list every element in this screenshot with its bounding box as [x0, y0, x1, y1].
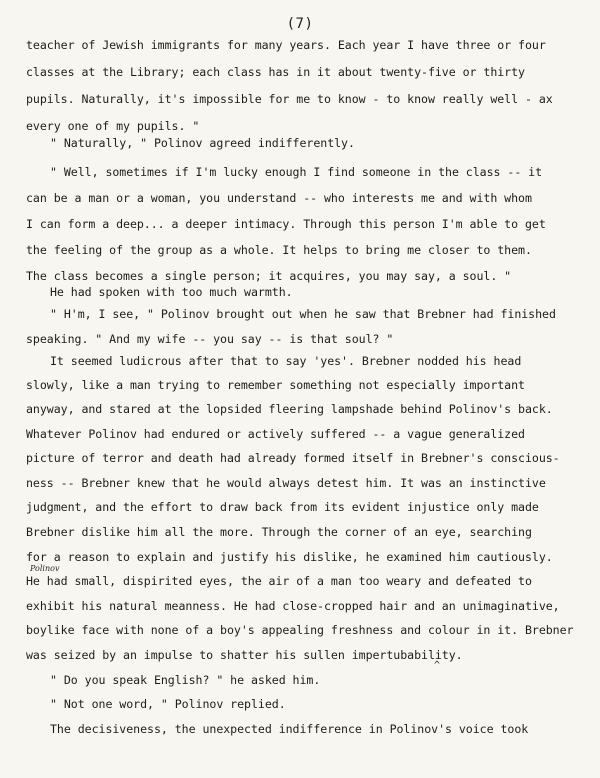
text-line-15: slowly, like a man trying to remember something not especially important: [26, 378, 525, 392]
insertion-caret-mark: ^: [434, 660, 441, 671]
text-line-27: " Do you speak English? " he asked him.: [50, 673, 321, 687]
text-line-19: ness -- Brebner knew that he would always detest him. It was an instinctive: [26, 476, 546, 490]
text-line-28: " Not one word, " Polinov replied.: [50, 697, 286, 711]
text-line-3: pupils. Naturally, it's impossible for me to know - to know really well - ax: [26, 92, 553, 106]
text-line-22: for a reason to explain and justify his dislike, he examined him cautiously.: [26, 550, 553, 564]
text-line-13: speaking. " And my wife -- you say -- is that soul? ": [26, 332, 394, 346]
text-line-12: " H'm, I see, " Polinov brought out when he saw that Brebner had finished: [50, 307, 556, 321]
text-line-25: boylike face with none of a boy's appealing freshness and colour in it. Brebner: [26, 623, 574, 637]
text-line-24: exhibit his natural meanness. He had close-cropped hair and an unimaginative,: [26, 599, 560, 613]
text-line-8: I can form a deep... a deeper intimacy. Through this person I'm able to get: [26, 217, 546, 231]
page-number: (7): [286, 16, 314, 32]
handwritten-margin-note: Polinov: [30, 564, 60, 573]
text-line-29: The decisiveness, the unexpected indifference in Polinov's voice took: [50, 722, 529, 736]
text-line-23: He had small, dispirited eyes, the air of a man too weary and defeated to: [26, 574, 532, 588]
text-line-4: every one of my pupils. ": [26, 119, 200, 133]
text-line-20: judgment, and the effort to draw back from its evident injustice only made: [26, 500, 539, 514]
text-line-26: was seized by an impulse to shatter his sullen impertubability.: [26, 648, 463, 662]
text-line-5: " Naturally, " Polinov agreed indifferently.: [50, 136, 355, 150]
text-line-18: picture of terror and death had already formed itself in Brebner's conscious-: [26, 451, 560, 465]
text-line-9: the feeling of the group as a whole. It helps to bring me closer to them.: [26, 243, 532, 257]
text-line-6: " Well, sometimes if I'm lucky enough I find someone in the class -- it: [50, 165, 543, 179]
text-line-2: classes at the Library; each class has in it about twenty-five or thirty: [26, 65, 525, 79]
text-line-11: He had spoken with too much warmth.: [50, 285, 293, 299]
text-line-17: Whatever Polinov had endured or actively suffered -- a vague generalized: [26, 427, 525, 441]
text-line-16: anyway, and stared at the lopsided fleering lampshade behind Polinov's back.: [26, 402, 553, 416]
text-line-10: The class becomes a single person; it acquires, you may say, a soul. ": [26, 269, 512, 283]
text-line-7: can be a man or a woman, you understand -- who interests me and with whom: [26, 191, 532, 205]
text-line-21: Brebner dislike him all the more. Through the corner of an eye, searching: [26, 525, 532, 539]
text-line-14: It seemed ludicrous after that to say 'yes'. Brebner nodded his head: [50, 354, 522, 368]
text-line-1: teacher of Jewish immigrants for many years. Each year I have three or four: [26, 38, 546, 52]
